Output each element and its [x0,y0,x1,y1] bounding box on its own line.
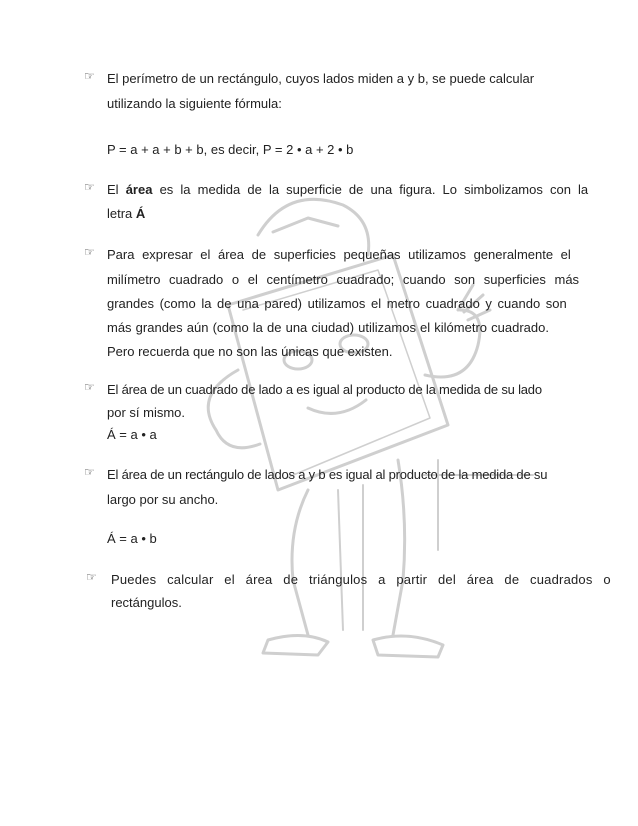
bold-term: área [125,182,153,197]
text-fragment: es la medida de la superficie de una figura. Lo simbolizamos con la [159,182,589,197]
paragraph-line: largo por su ancho. [107,492,219,507]
pointing-hand-icon: ☞ [84,380,95,394]
paragraph-line [107,182,589,198]
paragraph-line: más grandes aún (como la de una ciudad) utilizamos el kilómetro cuadrado. [107,320,549,335]
paragraph-line: Para expresar el área de superficies pequeñas utilizamos generalmente el [107,247,571,262]
formula: Á = a • a [107,427,157,442]
paragraph-line: milímetro cuadrado o el centímetro cuadrado; cuando son superficies más [107,272,580,287]
text-fragment: El [107,182,119,197]
paragraph-line: Puedes calcular el área de triángulos a partir del área de cuadrados o [111,572,611,587]
pointing-hand-icon: ☞ [84,465,95,479]
pointing-hand-icon: ☞ [84,69,95,83]
text-fragment: letra [107,206,133,221]
pointing-hand-icon: ☞ [84,245,95,259]
paragraph-line: El área de un rectángulo de lados a y b es igual al producto de la medida de su [107,467,548,482]
text-line: El perímetro de un rectángulo, cuyos lados miden a y b, se puede calcular [107,71,535,86]
paragraph-line: Pero recuerda que no son las únicas que existen. [107,344,393,359]
paragraph-line: utilizando la siguiente fórmula: [107,96,282,111]
formula: P = a + a + b + b, es decir, P = 2 • a + 2 • b [107,142,354,157]
paragraph-line: por sí mismo. [107,405,186,420]
paragraph-line [107,206,145,222]
paragraph-line: rectángulos. [111,595,182,610]
paragraph-line: grandes (como la de una pared) utilizamos el metro cuadrado y cuando son [107,296,567,311]
bold-term: Á [135,206,146,221]
pointing-hand-icon: ☞ [84,180,95,194]
formula: Á = a • b [107,531,157,546]
paragraph-line: El área de un cuadrado de lado a es igual al producto de la medida de su lado [107,382,542,397]
paragraph-line [107,71,548,87]
pointing-hand-icon: ☞ [86,570,97,584]
